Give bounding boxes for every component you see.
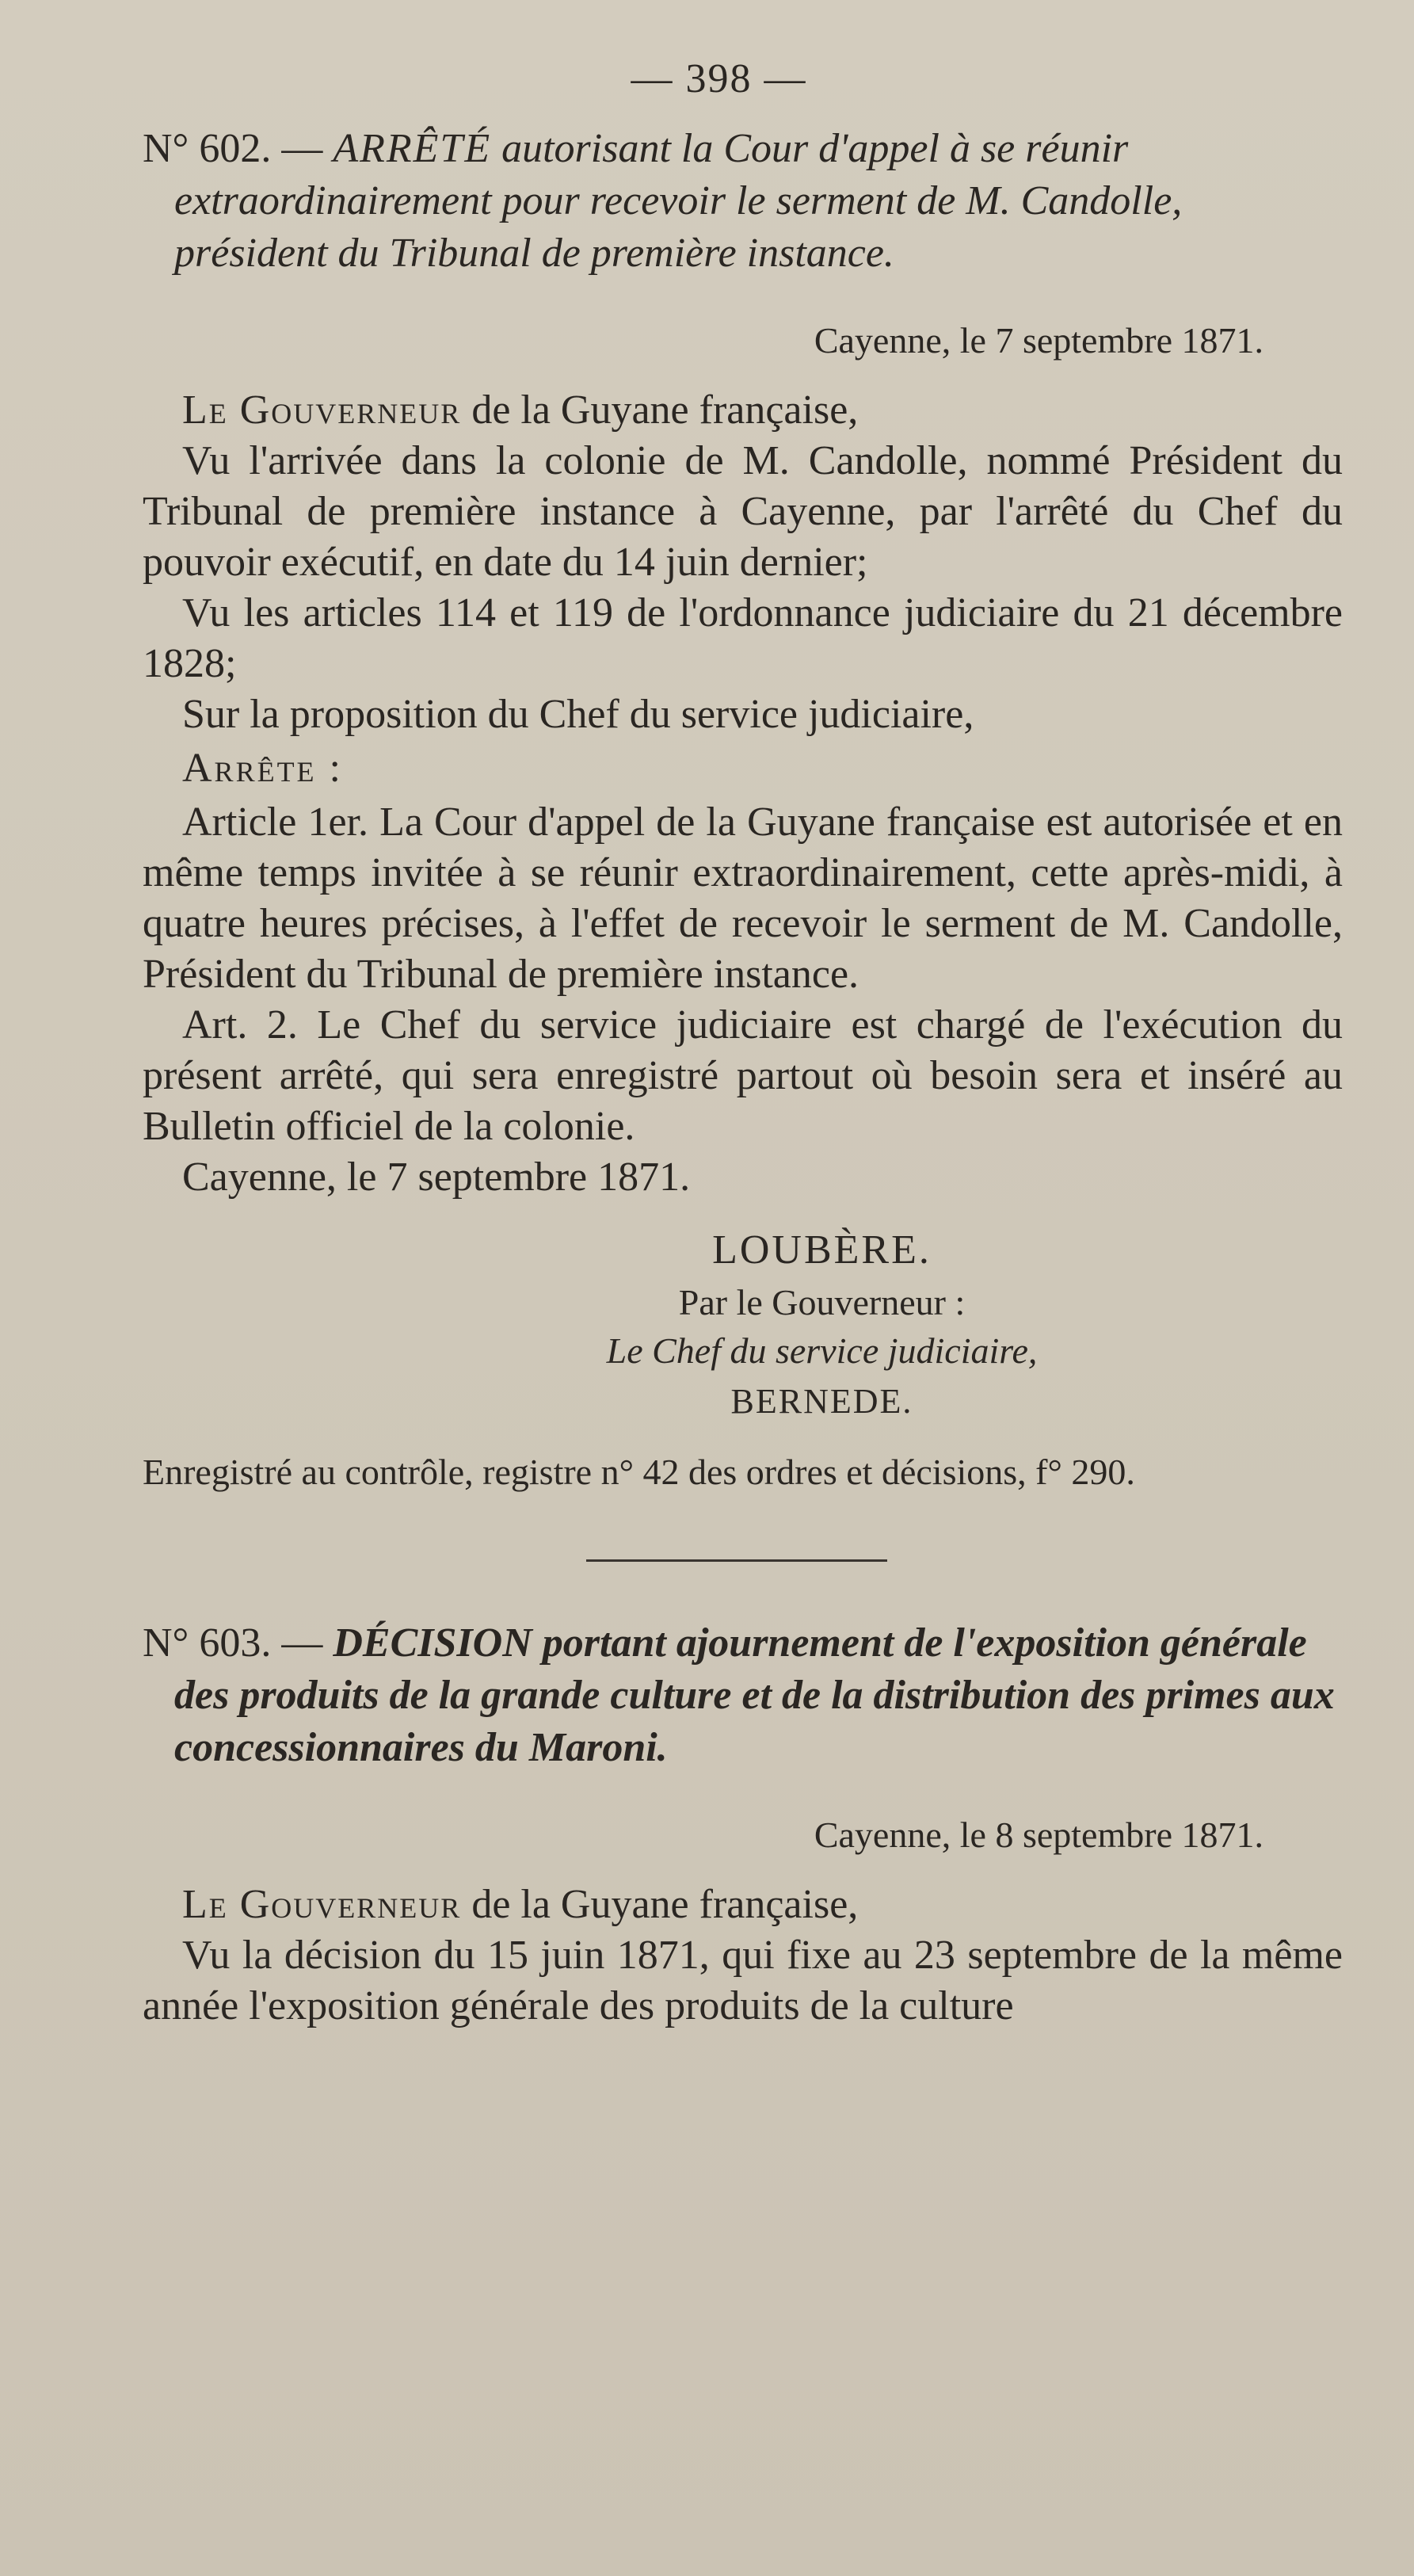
notice-603-number: N° 603. —	[143, 1620, 323, 1666]
notice-602-dateline: Cayenne, le 7 septembre 1871.	[814, 320, 1263, 361]
notice-603-keyword: DÉCISION	[333, 1620, 532, 1666]
notice-602-registry: Enregistré au contrôle, registre n° 42 des ordres et décisions, f° 290.	[143, 1452, 1135, 1492]
notice-602	[143, 123, 1343, 1496]
notice-602-article-1: Article 1er. La Cour d'appel de la Guyane française est autorisée et en même temps invitée à se réunir extraordinairement, cette après-midi, à quatre heures précises, à l'effet de recevoir le serment de M. Candolle, Président du Tribunal de première instance.	[143, 800, 1343, 997]
notice-602-governor	[143, 385, 1343, 436]
notice-602-number: N° 602. —	[143, 126, 323, 171]
notice-602-sur: Sur la proposition du Chef du service judiciaire,	[182, 692, 974, 737]
notice-602-countersign: BERNEDE.	[730, 1382, 913, 1421]
notice-602-article-2: Art. 2. Le Chef du service judiciaire est chargé de l'exécution du présent arrêté, qui sera enregistré partout où besoin sera et inséré au Bulletin officiel de la colonie.	[143, 1002, 1343, 1149]
notice-603-governor	[143, 1880, 1343, 1930]
notice-603-vu-1: Vu la décision du 15 juin 1871, qui fixe au 23 septembre de la même année l'exposition générale des produits de la culture	[143, 1933, 1343, 2028]
section-divider	[586, 1559, 887, 1562]
notice-602-vu-1: Vu l'arrivée dans la colonie de M. Candolle, nommé Président du Tribunal de première instance à Cayenne, par l'arrêté du Chef du pouvoir exécutif, en date du 14 juin dernier;	[143, 438, 1343, 585]
notice-602-keyword: ARRÊTÉ	[333, 126, 492, 171]
governor-label: Le Gouverneur	[182, 387, 462, 433]
notice-603	[143, 1617, 1343, 2032]
notice-602-chef: Le Chef du service judiciaire,	[606, 1330, 1038, 1371]
notice-602-par-le: Par le Gouverneur :	[678, 1282, 966, 1322]
notice-602-closing-date: Cayenne, le 7 septembre 1871.	[182, 1154, 691, 1200]
governor-rest: de la Guyane française,	[471, 387, 859, 433]
notice-603-heading	[143, 1617, 1343, 1774]
notice-602-title: autorisant la Cour d'appel à se réunir extraordinairement pour recevoir le serment de M. Candolle, président du Tribunal de première instance.	[174, 126, 1183, 276]
notice-603-dateline: Cayenne, le 8 septembre 1871.	[814, 1815, 1263, 1855]
notice-603-title: portant ajournement de l'exposition générale des produits de la grande culture et de la distribution des primes aux concessionnaires du Maroni.	[174, 1620, 1335, 1770]
page-number: — 398 —	[631, 56, 807, 101]
governor-label: Le Gouverneur	[182, 1882, 462, 1927]
notice-602-signature: LOUBÈRE.	[712, 1227, 932, 1273]
notice-602-heading	[143, 123, 1343, 280]
governor-rest: de la Guyane française,	[471, 1882, 859, 1927]
notice-602-arrete: Arrête :	[182, 746, 343, 791]
notice-602-vu-2: Vu les articles 114 et 119 de l'ordonnance judiciaire du 21 décembre 1828;	[143, 590, 1343, 686]
